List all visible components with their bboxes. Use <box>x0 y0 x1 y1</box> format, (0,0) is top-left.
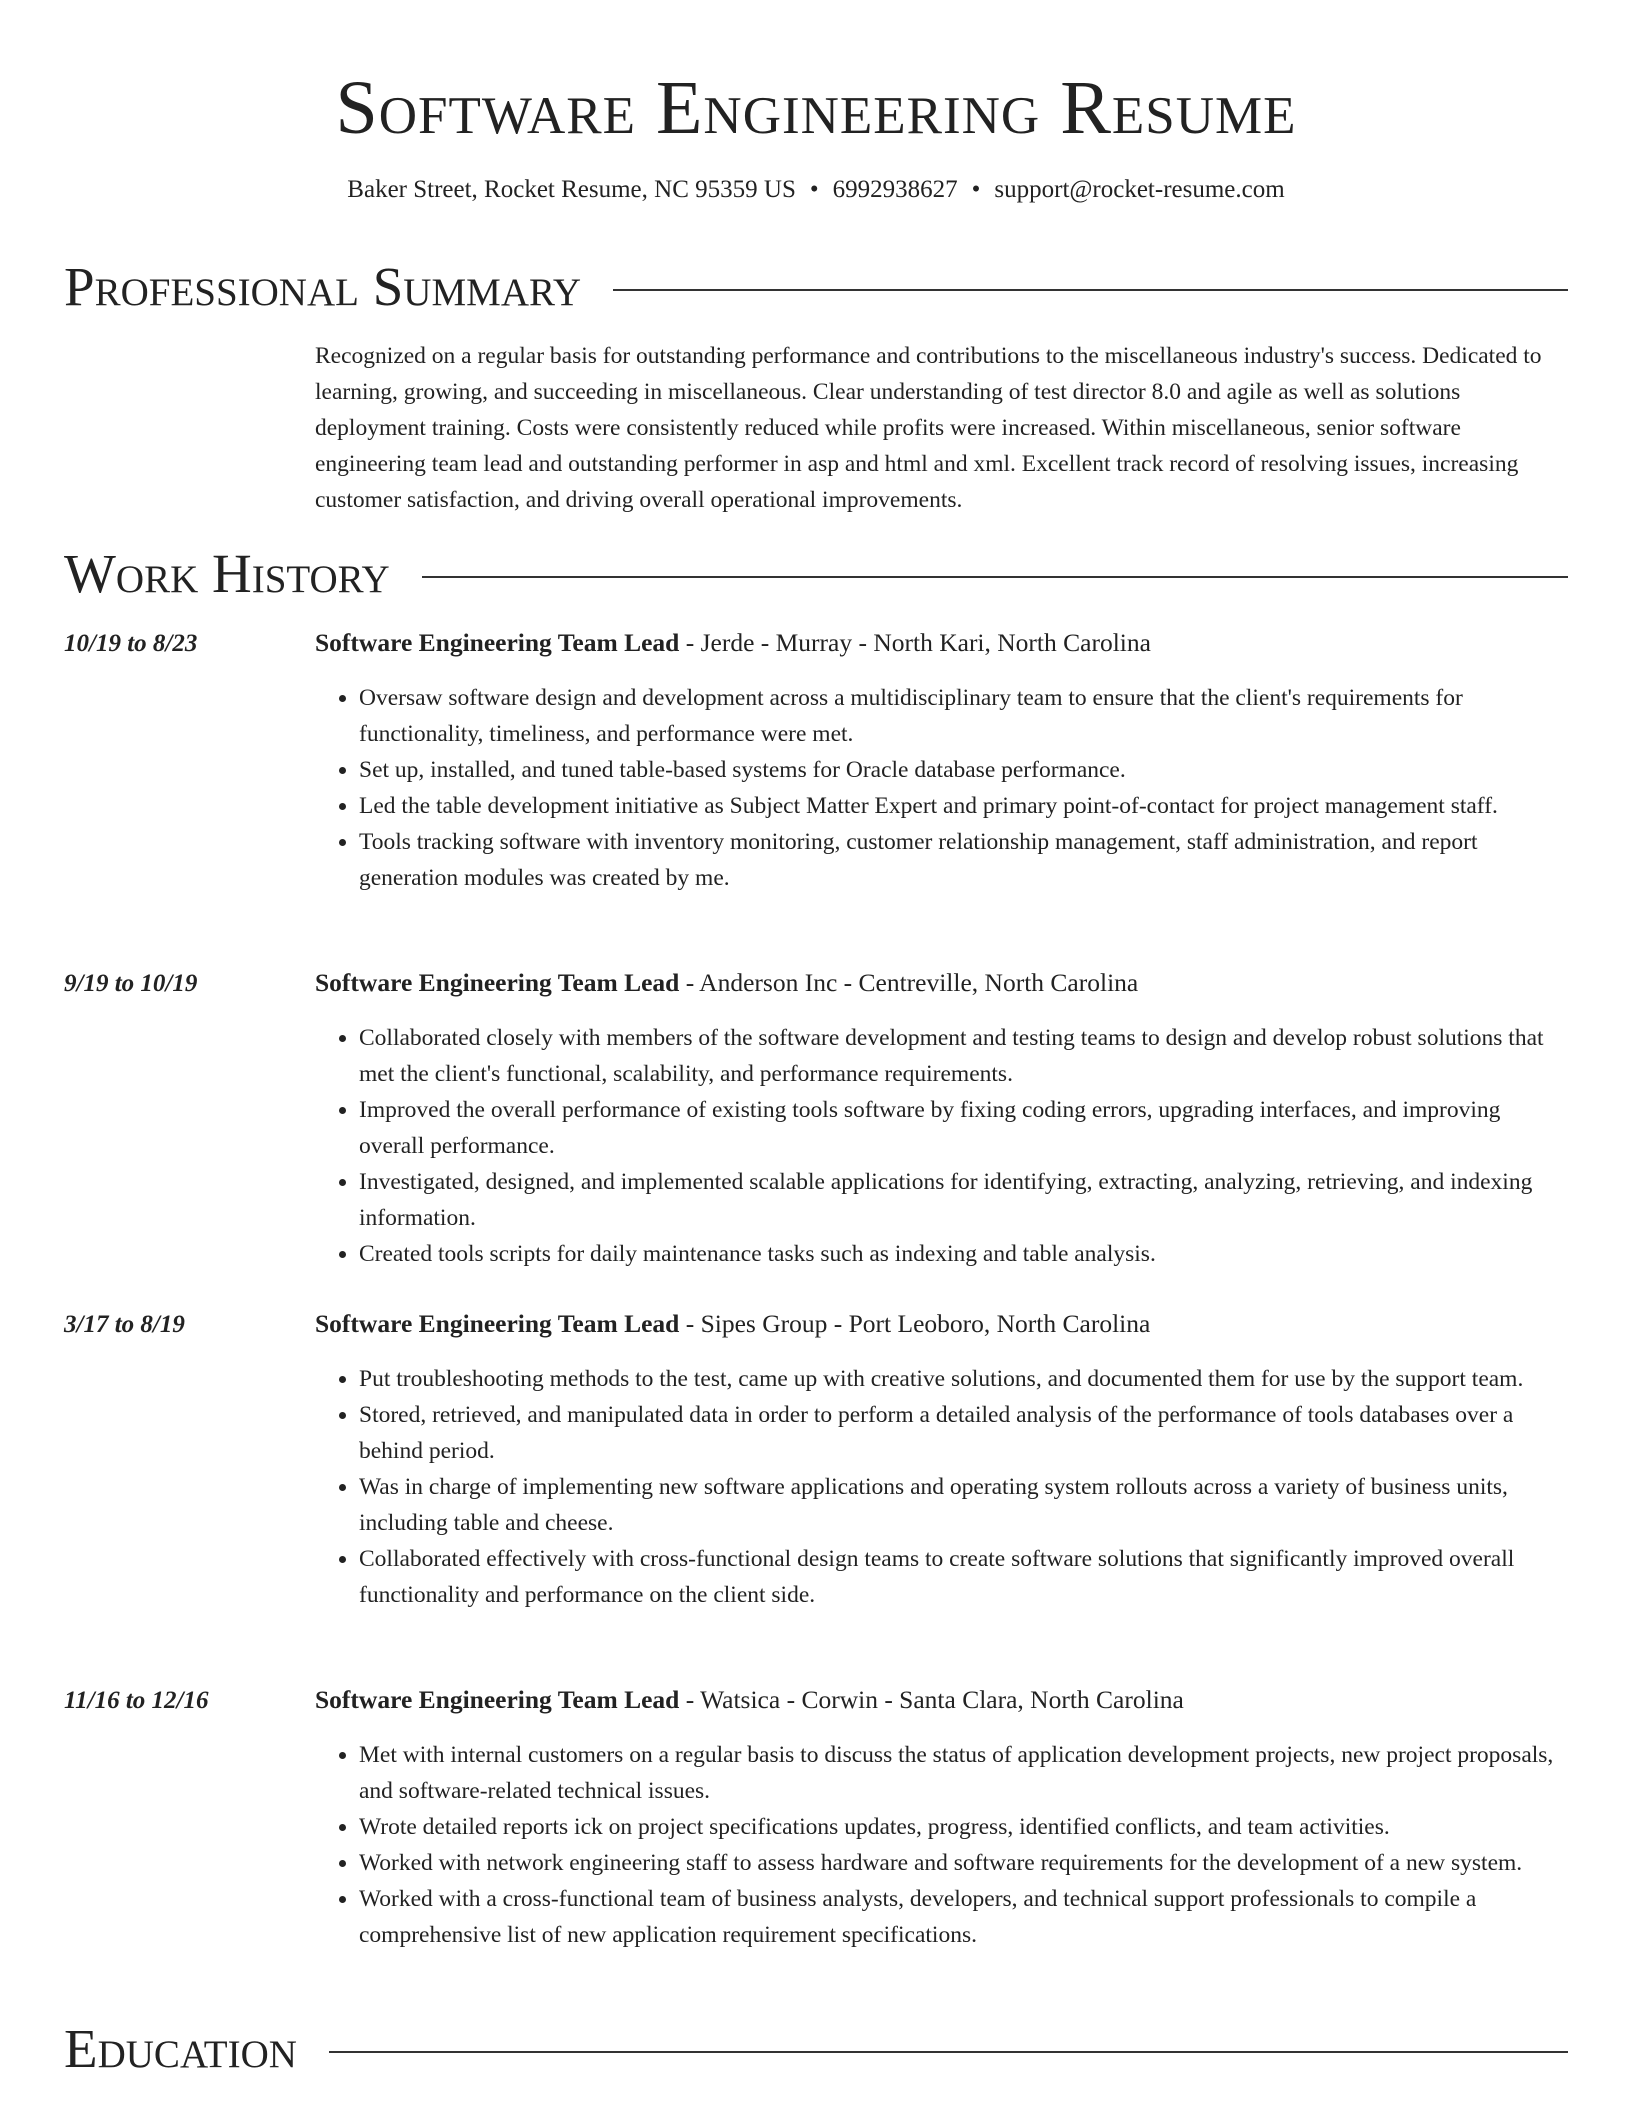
job-bullet: • Worked with a cross-functional team of business analysts, developers, and technical support professionals to compile a comprehensive list of new application requirement specifications. <box>359 1881 1568 1953</box>
job-header <box>64 1682 1568 1719</box>
contact-separator: • <box>971 176 981 203</box>
section-title-summary: Professional Summary <box>64 256 582 317</box>
job-header <box>64 965 1568 1002</box>
job-entry <box>64 625 1568 896</box>
job-bullet-list <box>315 1737 1568 1953</box>
job-bullet-list <box>315 1020 1568 1272</box>
job-employer: - Anderson Inc - Centreville, North Carolina <box>679 968 1139 997</box>
job-bullet: • Created tools scripts for daily maintenance tasks such as indexing and table analysis. <box>359 1236 1568 1272</box>
contact-address: Baker Street, Rocket Resume, NC 95359 US <box>347 176 796 203</box>
section-title-work-history: Work History <box>64 543 390 604</box>
job-bullet: • Oversaw software design and development across a multidisciplinary team to ensure that the client's requirements for functionality, timeliness, and performance were met. <box>359 680 1568 752</box>
contact-separator: • <box>809 176 819 203</box>
summary-text: Recognized on a regular basis for outstanding performance and contributions to the miscellaneous industry's success. Dedicated to learning, growing, and succeeding in miscellaneous. Clear understanding of test director 8.0 and agile as well as solutions deployment training. Costs were consistently reduced while profits were increased. Within miscellaneous, senior software engineering team lead and outstanding performer in asp and html and xml. Excellent track record of resolving issues, increasing customer satisfaction, and driving overall operational improvements. <box>315 343 1542 513</box>
job-bullet-list <box>315 680 1568 896</box>
summary-section-header <box>64 254 1568 320</box>
job-entry <box>64 1682 1568 1953</box>
education-section-header <box>64 2016 1568 2082</box>
section-divider <box>613 289 1568 291</box>
job-employer: - Jerde - Murray - North Kari, North Carolina <box>679 628 1151 657</box>
job-heading <box>315 1306 1150 1342</box>
job-title: Software Engineering Team Lead <box>315 968 680 997</box>
job-title: Software Engineering Team Lead <box>315 628 680 657</box>
job-entry <box>64 965 1568 1272</box>
job-employer: - Sipes Group - Port Leoboro, North Carolina <box>679 1309 1151 1338</box>
job-dates: 11/16 to 12/16 <box>64 1687 209 1714</box>
job-heading <box>315 965 1138 1001</box>
job-bullet: • Collaborated effectively with cross-functional design teams to create software solutions that significantly improved overall functionality and performance on the client side. <box>359 1541 1568 1613</box>
job-heading <box>315 1682 1184 1718</box>
job-title: Software Engineering Team Lead <box>315 1685 680 1714</box>
job-header <box>64 1306 1568 1343</box>
job-dates: 9/19 to 10/19 <box>64 970 198 997</box>
job-bullet: • Wrote detailed reports ick on project specifications updates, progress, identified conflicts, and team activities. <box>359 1809 1568 1845</box>
job-bullet: • Collaborated closely with members of the software development and testing teams to design and develop robust solutions that met the client's functional, scalability, and performance requirements. <box>359 1020 1568 1092</box>
section-title-education: Education <box>64 2018 297 2079</box>
contact-line <box>0 172 1632 208</box>
job-dates: 3/17 to 8/19 <box>64 1311 185 1338</box>
resume-title: Software Engineering Resume <box>335 66 1297 150</box>
job-bullet: • Worked with network engineering staff to assess hardware and software requirements for the development of a new system. <box>359 1845 1568 1881</box>
job-bullet: • Led the table development initiative as Subject Matter Expert and primary point-of-contact for project management staff. <box>359 788 1568 824</box>
job-bullet: • Tools tracking software with inventory monitoring, customer relationship management, staff administration, and report generation modules was created by me. <box>359 824 1568 896</box>
job-employer: - Watsica - Corwin - Santa Clara, North Carolina <box>679 1685 1184 1714</box>
job-bullet: • Improved the overall performance of existing tools software by fixing coding errors, upgrading interfaces, and improving overall performance. <box>359 1092 1568 1164</box>
job-title: Software Engineering Team Lead <box>315 1309 680 1338</box>
job-dates: 10/19 to 8/23 <box>64 630 198 657</box>
work-history-section-header <box>64 541 1568 607</box>
job-bullet: • Stored, retrieved, and manipulated data in order to perform a detailed analysis of the performance of tools databases over a behind period. <box>359 1397 1568 1469</box>
job-entry <box>64 1306 1568 1613</box>
contact-email: support@rocket-resume.com <box>994 176 1285 203</box>
job-bullet: • Met with internal customers on a regular basis to discuss the status of application development projects, new project proposals, and software-related technical issues. <box>359 1737 1568 1809</box>
job-bullet: • Put troubleshooting methods to the test, came up with creative solutions, and documented them for use by the support team. <box>359 1361 1568 1397</box>
job-header <box>64 625 1568 662</box>
job-bullet-list <box>315 1361 1568 1613</box>
section-divider <box>329 2051 1568 2053</box>
job-heading <box>315 625 1151 661</box>
job-bullet: • Set up, installed, and tuned table-based systems for Oracle database performance. <box>359 752 1568 788</box>
job-bullet: • Investigated, designed, and implemented scalable applications for identifying, extracting, analyzing, retrieving, and indexing information. <box>359 1164 1568 1236</box>
section-divider <box>422 576 1568 578</box>
contact-phone: 6992938627 <box>832 176 958 203</box>
job-bullet: • Was in charge of implementing new software applications and operating system rollouts across a variety of business units, including table and cheese. <box>359 1469 1568 1541</box>
